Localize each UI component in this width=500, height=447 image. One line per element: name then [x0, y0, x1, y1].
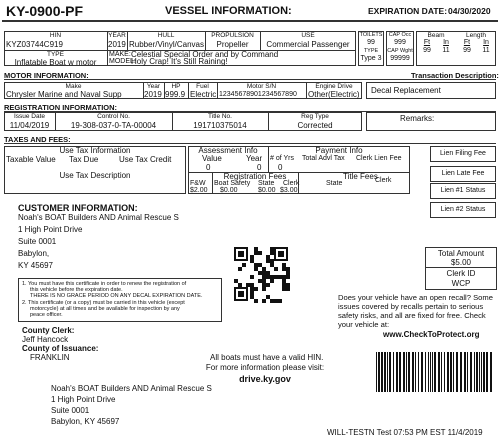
cap-occ-value: 999 — [394, 39, 406, 46]
qr-module — [278, 299, 282, 303]
barcode-bar — [464, 352, 466, 392]
qr-finder — [234, 287, 248, 301]
reg-clerk-label: Clerk — [283, 180, 300, 187]
title-no-value: 191710375014 — [193, 121, 247, 130]
remarks-label: Remarks: — [400, 114, 435, 123]
use-tax-credit-label: Use Tax Credit — [119, 155, 172, 164]
qr-module — [254, 299, 258, 303]
motor-sn-value: 12345678901234567890 — [219, 91, 297, 98]
cap-occ-label: CAP Occ — [388, 32, 412, 38]
motor-sn-label: Motor S/N — [246, 83, 277, 90]
barcode-bar — [425, 352, 426, 392]
barcode-bar — [393, 352, 394, 392]
county-clerk-label: County Clerk: — [22, 326, 75, 335]
motor-fuel-label: Fuel — [196, 83, 209, 90]
barcode-bar — [376, 352, 377, 392]
clerk-id-value: WCP — [451, 279, 471, 288]
motor-year-value: 2019 — [144, 90, 162, 99]
qr-module — [274, 267, 278, 271]
qr-module — [238, 267, 242, 271]
length-ft-value: 99 — [463, 47, 471, 54]
barcode-bar — [415, 352, 416, 392]
expiration-date: 04/30/2020 — [448, 6, 491, 16]
control-value: 19-308-037-0-TA-00004 — [70, 121, 157, 130]
qr-module — [270, 279, 274, 283]
motor-year-label: Year — [146, 83, 161, 90]
barcode-bar — [406, 352, 407, 392]
vessel-section-title: VESSEL INFORMATION: — [165, 5, 292, 17]
barcode-bar — [387, 352, 388, 392]
qr-module — [262, 299, 266, 303]
hull-label: HULL — [157, 32, 175, 39]
lien-2-status-label: Lien #2 Status — [440, 206, 486, 213]
barcode-bar — [408, 352, 410, 392]
qr-module — [250, 275, 254, 279]
qr-module — [266, 283, 270, 287]
notice-line1: 1. You must have this certificate in order to renew the registration of — [22, 281, 187, 287]
use-label: USE — [301, 32, 315, 39]
motor-fuel-value: Electric — [190, 90, 217, 99]
recall-link[interactable]: www.CheckToProtect.org — [383, 330, 480, 339]
customer-city: Babylon, — [18, 249, 50, 258]
yrs-tax-label: # of Yrs — [270, 155, 294, 162]
fw-label: F&W — [190, 180, 206, 187]
reg-state-label: State — [258, 180, 275, 187]
beam-ft-label: Ft — [423, 39, 431, 46]
barcode-bar — [481, 352, 482, 392]
cap-wght-value: 99999 — [390, 55, 410, 62]
issue-date-value: 11/04/2019 — [9, 121, 50, 130]
length-label: Length — [466, 32, 486, 39]
assessment-value: 0 — [206, 163, 211, 172]
barcode-bar — [453, 352, 454, 392]
hin-note-line2: For more information please visit: — [205, 363, 325, 372]
total-amount-divider — [425, 267, 497, 268]
engine-drive-label: Engine Drive — [315, 83, 353, 90]
lien-filing-fee-label: Lien Filing Fee — [440, 150, 486, 157]
length-ft-label: Ft — [463, 39, 471, 46]
motor-make-value: Chrysler Marine and Naval Supp — [6, 90, 122, 99]
barcode-bar — [421, 352, 423, 392]
taxes-rule — [4, 143, 496, 144]
recall-line3: safety risks, and all are fixed for free. Check — [338, 311, 486, 320]
barcode-bar — [399, 352, 401, 392]
document-id: KY-0900-PF — [6, 3, 84, 19]
recall-line4: your vehicle at: — [338, 320, 390, 329]
title-clerk-label: Clerk — [375, 177, 392, 184]
beam-in-label: In — [443, 39, 449, 46]
registration-fees-label: Registration Fees — [223, 172, 287, 181]
length-in-label: In — [483, 39, 489, 46]
customer-state-zip: KY 45697 — [18, 261, 53, 270]
mailing-line3: Babylon, KY 45697 — [51, 417, 120, 426]
year-label: YEAR — [108, 32, 126, 39]
hin-label: HIN — [49, 32, 62, 39]
toilet-type-label: TYPE — [363, 48, 379, 54]
vessel-grid-col — [107, 50, 108, 66]
year-value: 2019 — [108, 40, 126, 49]
taxable-value-label: Taxable Value — [6, 155, 56, 164]
use-tax-description-label: Use Tax Description — [59, 171, 131, 180]
yrs-tax-value: 0 — [278, 163, 283, 172]
boat-safety-value: $0.00 — [220, 187, 238, 194]
control-label: Control No. — [97, 113, 130, 120]
assessment-year-label: Year — [246, 154, 263, 163]
lien-filing-fee-box — [430, 146, 496, 162]
qr-finder — [234, 247, 248, 261]
hull-value: Rubber/Vinyl/Canvas — [129, 40, 205, 49]
notice-line6: peace officer. — [30, 312, 63, 318]
reg-state-value: $0.00 — [258, 187, 276, 194]
transaction-value: Decal Replacement — [371, 86, 441, 95]
beam-label: Beam — [427, 32, 445, 39]
transaction-label: Transaction Description: — [411, 71, 499, 80]
total-amount-label: Total Amount — [437, 249, 485, 258]
motor-make-label: Make — [65, 83, 82, 90]
notice-line2: this vehicle before the expiration date. — [30, 287, 123, 293]
notice-line4: 2. This certificate (or a copy) must be carried in this vehicle (except — [22, 300, 185, 306]
barcode-bar — [486, 352, 488, 392]
assessment-info: Assessment Info — [198, 146, 258, 155]
lien-1-status-label: Lien #1 Status — [440, 187, 486, 194]
customer-address-line1: 1 High Point Drive — [18, 225, 83, 234]
barcode-bar — [396, 352, 398, 392]
cap-wght-label: CAP Wght — [387, 48, 413, 54]
notice-line5: motorcycle) at all times and be available for inspection by any — [30, 306, 180, 312]
qr-finder — [274, 247, 288, 261]
motor-section-title: MOTOR INFORMATION: — [4, 71, 89, 80]
lien-1-status-box — [430, 183, 496, 199]
boat-safety-label: Boat Safety — [214, 180, 251, 187]
qr-module — [262, 287, 266, 291]
hin-note-line1: All boats must have a valid HIN. — [210, 353, 324, 362]
tax-due-label: Tax Due — [69, 155, 99, 164]
barcode-bar — [456, 352, 458, 392]
barcode-bar — [438, 352, 440, 392]
qr-module — [254, 287, 258, 291]
payment-info: Payment Info — [315, 146, 363, 155]
motor-hp-label: HP — [171, 83, 181, 90]
total-amount-value: $5.00 — [450, 258, 472, 267]
clerk-id-label: Clerk ID — [446, 269, 476, 278]
barcode-bar — [389, 352, 391, 392]
barcode-bar — [474, 352, 475, 392]
registration-section-title: REGISTRATION INFORMATION: — [4, 103, 118, 112]
make-value: Celestial Special Order and by Command — [131, 50, 279, 59]
barcode-bar — [384, 352, 386, 392]
barcode-bar — [444, 352, 445, 392]
barcode-bar — [460, 352, 462, 392]
notice-line3: THERE IS NO GRACE PERIOD ON ANY DECAL EXPIRATION DATE. — [30, 293, 203, 299]
toilet-type-value: Type 3 — [360, 55, 382, 62]
header-rule — [2, 20, 498, 22]
qr-module — [286, 275, 290, 279]
county-name: FRANKLIN — [30, 353, 70, 362]
barcode-bar — [467, 352, 468, 392]
barcode-bar — [450, 352, 452, 392]
qr-module — [258, 251, 262, 255]
propulsion-label: PROPULSION — [211, 32, 254, 39]
customer-address-line2: Suite 0001 — [18, 237, 57, 246]
county-clerk-name: Jeff Hancock — [22, 335, 69, 344]
length-in-value: 11 — [482, 47, 490, 54]
footer-stamp: WILL-TESTN Test 07:53 PM EST 11/4/2019 — [327, 428, 483, 437]
use-tax-info: Use Tax Information — [59, 146, 131, 155]
barcode-bar — [476, 352, 478, 392]
lien-2-status-box — [430, 202, 496, 218]
barcode-bar — [418, 352, 419, 392]
reg-type-label: Reg Type — [301, 113, 329, 120]
title-state-label: State — [326, 180, 343, 187]
customer-section-title: CUSTOMER INFORMATION: — [18, 203, 138, 213]
reg-type-value: Corrected — [297, 121, 333, 130]
barcode-bar — [412, 352, 414, 392]
county-of-issuance-label: County of Issuance: — [22, 344, 99, 353]
barcode-bar — [483, 352, 485, 392]
use-value: Commercial Passenger — [266, 40, 350, 49]
barcode-bar — [447, 352, 449, 392]
assessment-year-value: 0 — [257, 163, 262, 172]
barcode-bar — [441, 352, 442, 392]
beam-ft-value: 99 — [423, 47, 431, 54]
postal-barcode — [376, 352, 494, 392]
mailing-line2: Suite 0001 — [51, 406, 90, 415]
barcode-bar — [430, 352, 431, 392]
qr-module — [286, 287, 290, 291]
beam-in-value: 11 — [442, 47, 450, 54]
motor-rule — [4, 79, 496, 80]
engine-drive-value: Other(Electric) — [308, 90, 360, 99]
lien-late-fee-box — [430, 166, 496, 182]
recall-line2: issues covered by recalls pertain to serious — [338, 302, 484, 311]
clerk-lien-fee-label: Clerk Lien Fee — [356, 155, 402, 162]
barcode-bar — [428, 352, 429, 392]
barcode-bar — [470, 352, 472, 392]
issue-date-label: Issue Date — [13, 113, 46, 120]
expiration-label: EXPIRATION DATE: — [368, 6, 448, 16]
fw-value: $2.00 — [190, 187, 208, 194]
type-value: Inflatable Boat w motor — [14, 58, 97, 67]
mailing-line1: 1 High Point Drive — [51, 395, 116, 404]
hin-value: KYZ03744C919 — [6, 40, 63, 49]
make-label: MAKE: — [109, 51, 131, 58]
customer-name: Noah's BOAT Builders AND Animal Rescue S — [18, 213, 179, 222]
recall-line1: Does your vehicle have an open recall? Some — [338, 293, 493, 302]
lien-late-fee-label: Lien Late Fee — [441, 170, 485, 177]
barcode-bar — [434, 352, 436, 392]
assessment-value-label: Value — [202, 154, 222, 163]
motor-hp-value: 999.9 — [165, 90, 186, 99]
model-value: Holy Crap! It's Still Raining! — [131, 57, 228, 66]
hin-note-url[interactable]: drive.ky.gov — [239, 374, 291, 384]
model-label: MODEL: — [109, 58, 136, 65]
title-no-label: Title No. — [208, 113, 232, 120]
barcode-bar — [432, 352, 433, 392]
toilets-value: 99 — [367, 39, 375, 46]
qr-code — [234, 247, 290, 303]
taxes-section-title: TAXES AND FEES: — [4, 135, 71, 144]
barcode-bar — [381, 352, 383, 392]
total-advl-tax-label: Total Advl Tax — [302, 155, 345, 162]
qr-module — [242, 263, 246, 267]
barcode-bar — [403, 352, 405, 392]
propulsion-value: Propeller — [216, 40, 249, 49]
reg-clerk-value: $3.00 — [280, 187, 298, 194]
barcode-bar — [378, 352, 380, 392]
barcode-bar — [490, 352, 492, 392]
barcode-bar — [479, 352, 480, 392]
mailing-name: Noah's BOAT Builders AND Animal Rescue S — [51, 384, 212, 393]
toilets-label: TOILETS — [359, 32, 383, 38]
type-label: TYPE — [47, 51, 64, 58]
title-fees-label: Title Fees — [343, 172, 378, 181]
